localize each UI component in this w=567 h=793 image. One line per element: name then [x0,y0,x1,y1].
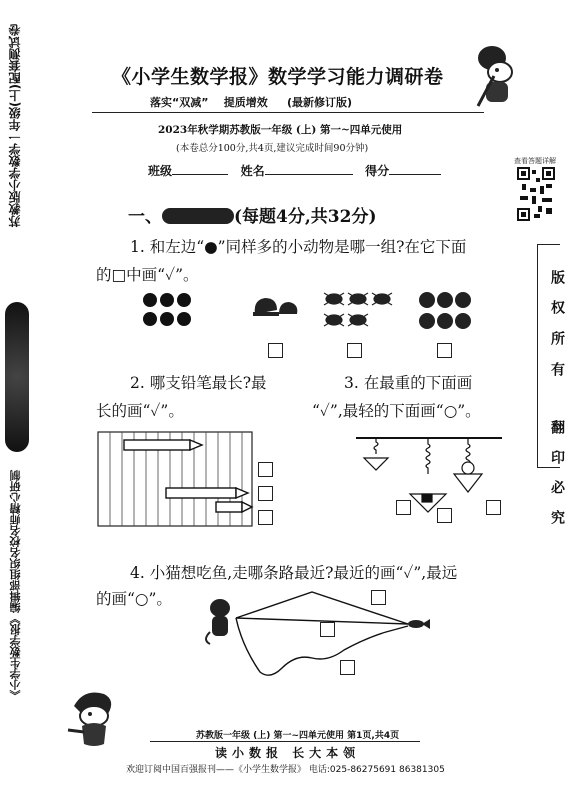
copyright-char: 印 [549,450,565,464]
q2-answer-box-3[interactable] [258,510,273,525]
q1-answer-box-bugs[interactable] [347,343,362,358]
q1-answer-box-ladybugs[interactable] [437,343,452,358]
section-title-blot [162,208,234,224]
q4-answer-box-middle[interactable] [320,622,335,637]
footer-page-line: 苏教版一年级 (上) 第一~四单元使用 第1页,共4页 [196,731,400,741]
copyright-char: 必 [549,480,565,494]
q2-line2: 长的画“✓”。 [96,402,184,420]
field-score-line[interactable] [389,174,441,175]
field-score: 得分 [365,164,390,178]
qr-code-icon[interactable] [516,166,556,224]
slogan [150,94,352,110]
q3-answer-box-2[interactable] [437,508,452,523]
qr-caption: 查看答题详解 [514,157,556,165]
field-class: 班级 [148,164,173,178]
q2-answer-box-1[interactable] [258,462,273,477]
field-name-line[interactable] [265,174,353,175]
q2-line1: 2. 哪支铅笔最长?最 [130,374,267,392]
q4-answer-box-bottom[interactable] [340,660,355,675]
q1-dots-icon [142,292,192,328]
footer-contact: 欢迎订阅中国百强报刊——《小学生数学报》 电话:025-86275691 86381305 [126,765,445,775]
slogan-part3: (最新修订版) [286,96,353,109]
side-logo-blob [5,302,29,452]
q4-line1: 4. 小猫想吃鱼,走哪条路最近?最近的画“✓”,最远 [130,564,458,582]
copyright-char: 权 [549,300,565,314]
slogan-part2: 提质增效 [223,96,268,109]
q3-line1: 3. 在最重的下面画 [344,374,473,392]
q3-springs-figure [354,434,504,524]
copyright-char: 所 [549,331,565,345]
page-title: 《小学生数学报》数学学习能力调研卷 [112,66,444,88]
copyright-char: 究 [549,510,565,524]
section-prefix: 一、 [128,207,162,227]
q2-pencils-figure [96,430,254,528]
section-heading [128,202,377,227]
slogan-part1: 落实“双减” [150,96,209,109]
q1-line2: 的□中画“✓”。 [96,266,199,284]
header-rule [92,112,484,113]
section-points: (每题4分,共32分) [234,207,377,227]
mascot-bottom-icon [64,686,124,752]
copyright-char: 版 [549,270,565,284]
q2-answer-box-2[interactable] [258,486,273,501]
q4-line2: 的画“○”。 [96,590,172,608]
q1-ladybugs-icon [418,290,474,332]
q1-answer-box-snails[interactable] [268,343,283,358]
q1-snails-icon [251,292,301,318]
field-class-line[interactable] [172,174,228,175]
mascot-top-icon [474,36,520,110]
side-label-top: 苏教版小学数学一年级(上)配套测试卷 [8,24,22,227]
exam-note: (本卷总分100分,共4页,建议完成时间90分钟) [176,143,369,154]
q3-answer-box-1[interactable] [396,500,411,515]
footer-rule [150,741,420,742]
copyright-char: 翻 [549,420,565,434]
q4-answer-box-top[interactable] [371,590,386,605]
q3-line2: “✓”,最轻的下面画“○”。 [312,402,481,420]
info-fields [148,162,441,179]
exam-line: 2023年秋学期苏教版一年级 (上) 第一~四单元使用 [158,124,403,136]
footer-motto: 读小数报 长大本领 [215,746,361,760]
q1-line1: 1. 和左边“●”同样多的小动物是哪一组?在它下面 [130,238,467,256]
copyright-char: 有 [549,362,565,376]
q1-bugs-icon [322,290,394,330]
q3-answer-box-3[interactable] [486,500,501,515]
side-label-bottom: 《小学生数学报》编辑部组织名校名师精心研制 [9,470,22,701]
field-name: 姓名 [240,164,265,178]
